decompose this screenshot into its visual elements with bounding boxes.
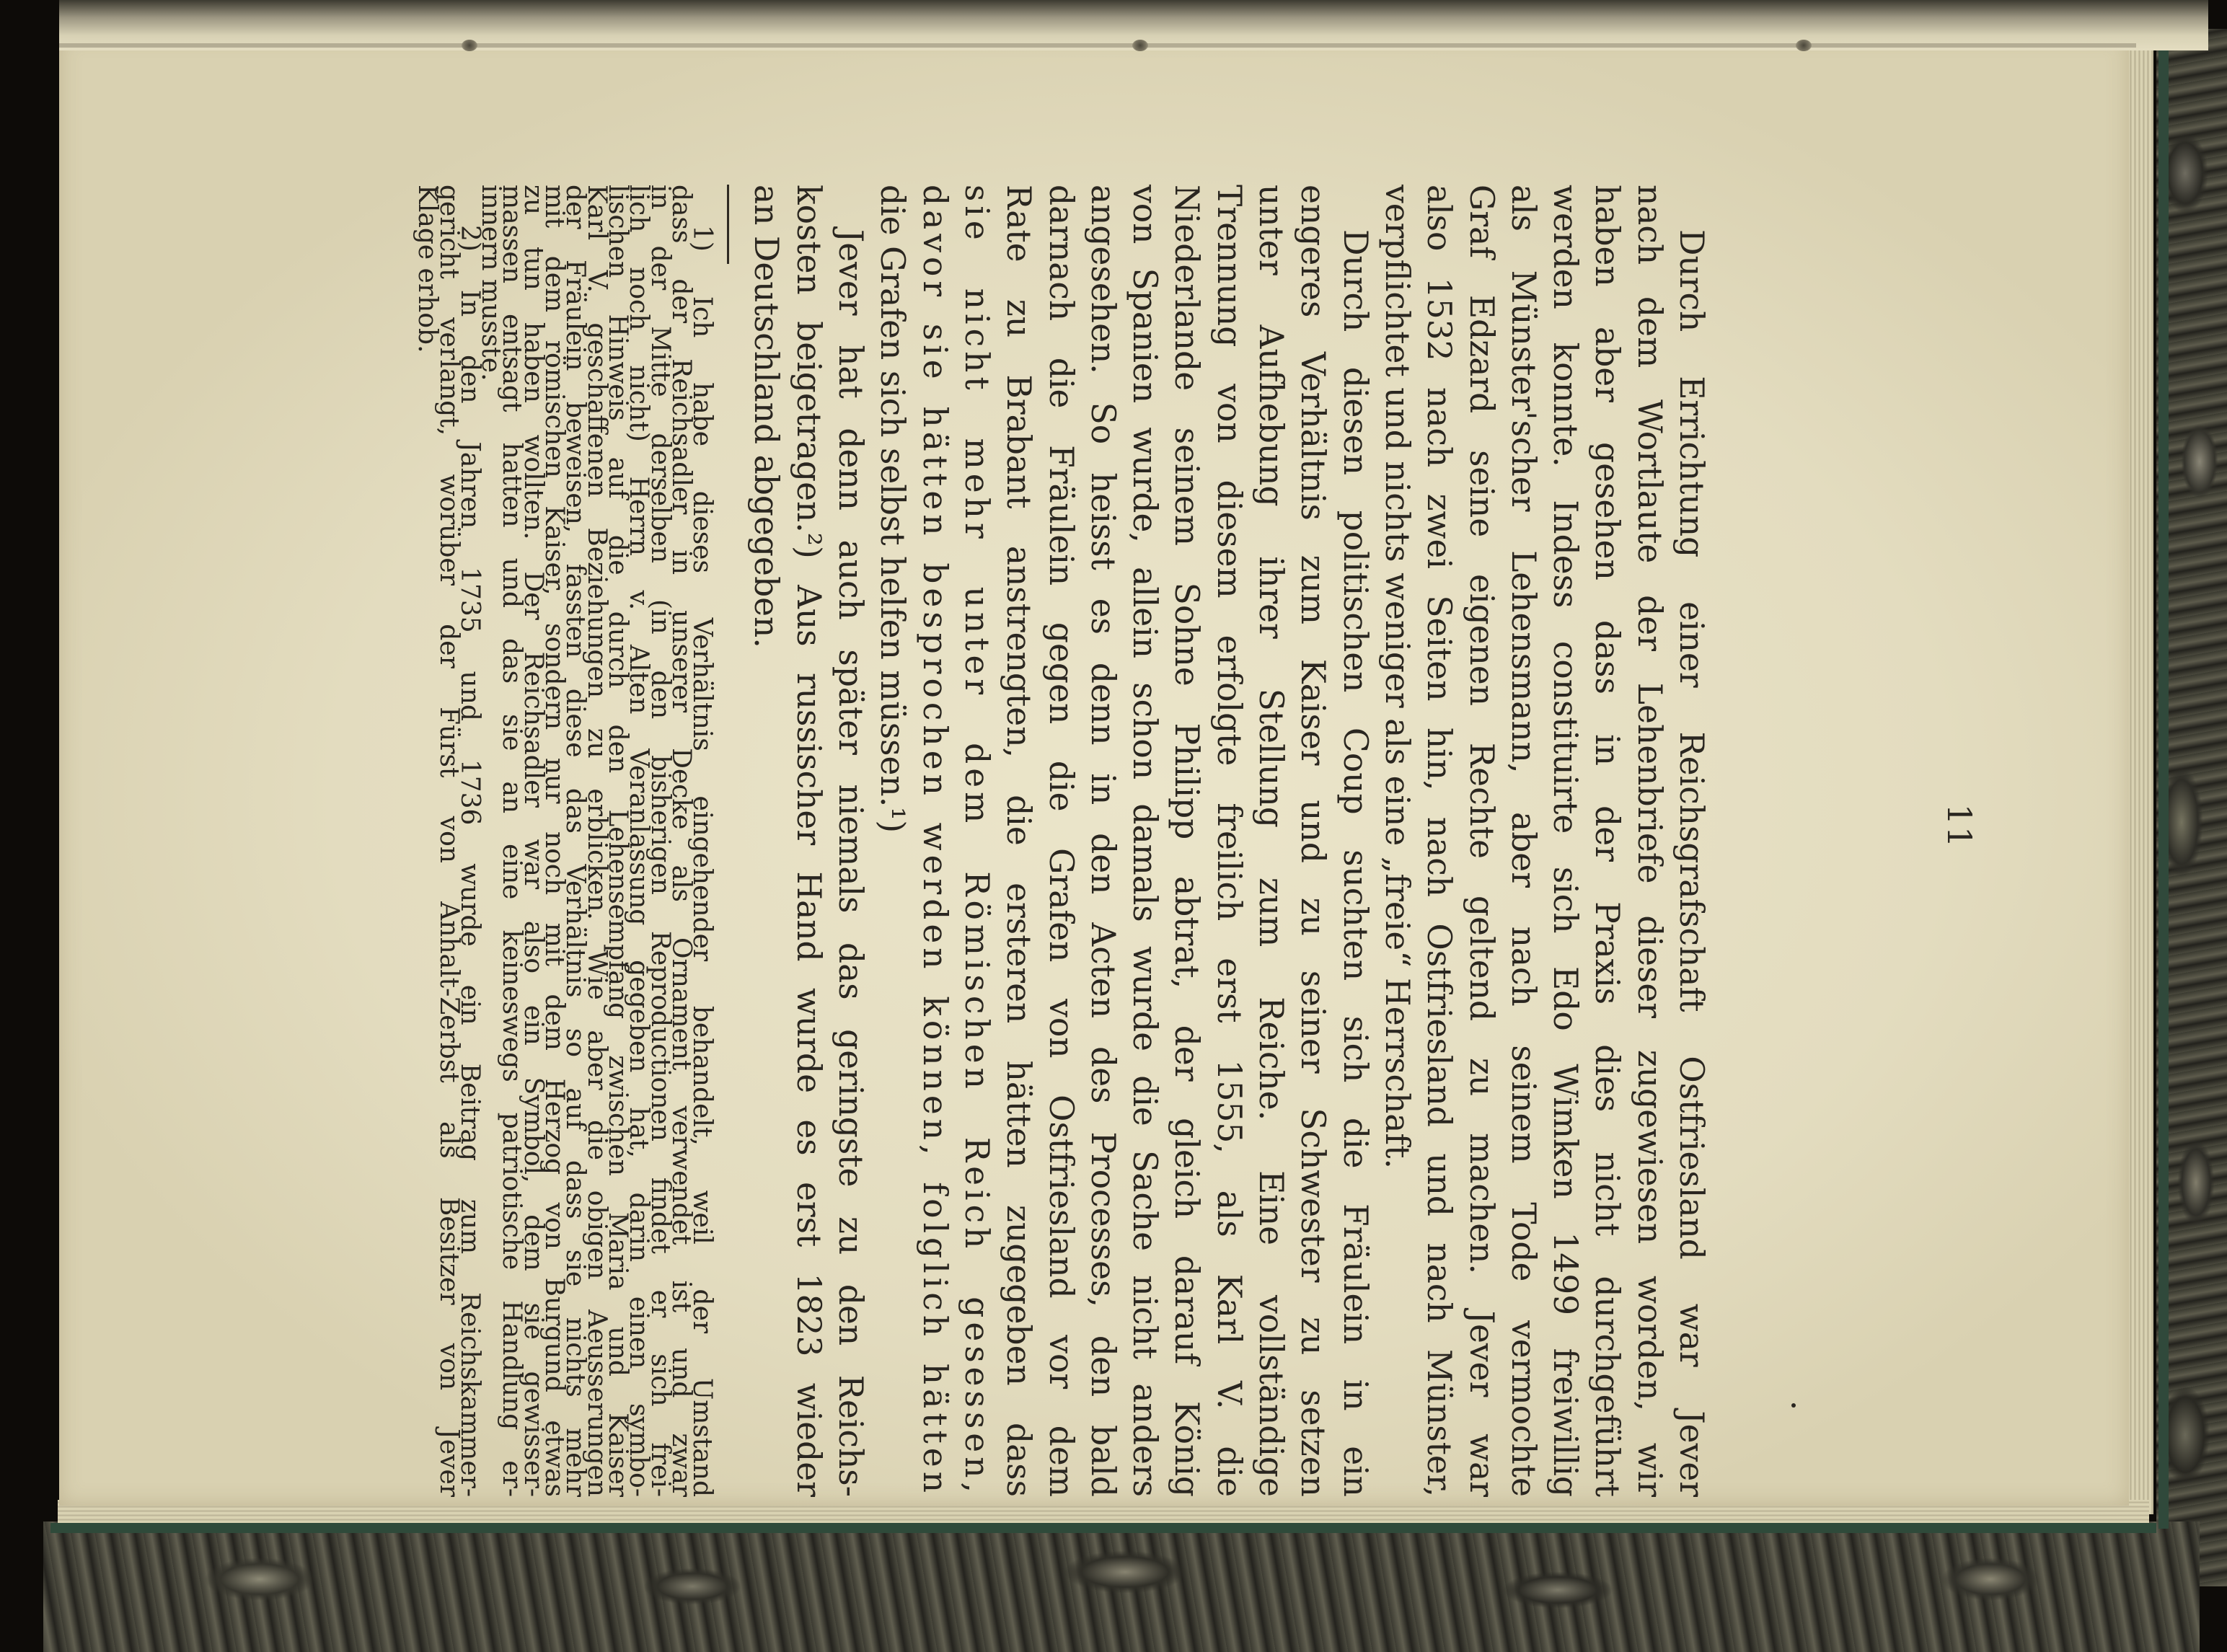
text-line: nach dem Wortlaute der Lehenbriefe dieser zugewiesen worden, wir	[1630, 185, 1669, 1497]
text-line: Niederlande seinem Sohne Philipp abtrat, der gleich darauf König	[1168, 185, 1207, 1497]
gutter-crease	[59, 43, 2136, 48]
marbled-cover-bottom	[43, 1521, 2200, 1652]
footnote-line: zu tun haben wollten. Der Reichsadler war also ein Symbol, dem sie gewisser-	[518, 185, 548, 1497]
footnote-line: gericht verlangt, worüber der Fürst von Anhalt-Zerbst als Besitzer von Jever	[433, 185, 464, 1497]
footnote-line: der Fräulein beweisen, fassten diese das Verhältnis so auf dass sie nichts mehr	[560, 185, 591, 1497]
text-line: engeres Verhältnis zum Kaiser und zu seiner Schwester zu setzen	[1294, 185, 1333, 1497]
binding-thread-icon	[1796, 40, 1812, 51]
footnote-line: 1) Ich habe dieses Verhältnis eingehender behandelt, weil der Umstand	[687, 225, 718, 1497]
text-line: von Spanien wurde, allein schon damals wurde die Sache nicht anders	[1126, 185, 1165, 1497]
footnote-line: innern musste.	[476, 185, 506, 381]
text-line: haben aber gesehen dass in der Praxis dies nicht durchgeführt	[1588, 185, 1627, 1497]
text-line: als Münster'scher Lehensmann, aber nach seinem Tode vermochte	[1504, 185, 1543, 1497]
footnote-line: dass der Reichsadler in unserer Decke als Ornament verwendet ist und zwar	[666, 185, 696, 1497]
footnote-line: lischen Hinweis auf die durch den Lehensempfang zwischen Maria und Kaiser	[602, 185, 632, 1497]
footnote-2	[413, 185, 485, 1497]
text-line: davor sie hätten besprochen werden können, folglich hätten	[915, 185, 954, 1497]
footnote-1	[476, 185, 718, 1497]
cover-edge-right	[2158, 43, 2169, 1529]
ink-dot	[1791, 1403, 1796, 1408]
text-line: Jever hat denn auch später niemals das geringste zu den Reichs-	[832, 229, 870, 1497]
text-line: unter Aufhebung ihrer Stellung zum Reiche. Eine vollständige	[1252, 185, 1291, 1497]
text-line: verpflichtet und nichts weniger als eine „freie“ Herrschaft.	[1377, 185, 1416, 1169]
footnote-line: in der Mitte derselben (in den bisherigen Reproductionen findet er sich frei-	[645, 185, 675, 1497]
text-line: Trennung von diesem erfolgte freilich erst 1555, als Karl V. die	[1209, 185, 1248, 1497]
footnote-line: Klage erhob.	[413, 185, 443, 353]
footnote-line: massen entsagt hatten und das sie an eine keineswegs patriotische Handlung er-	[497, 185, 527, 1497]
text-line: kosten beigetragen.²) Aus russischer Hand wurde es erst 1823 wieder	[789, 185, 828, 1497]
binding-thread-icon	[1132, 40, 1148, 51]
paragraph-2	[871, 185, 1376, 1497]
text-line: an Deutschland abgegeben.	[747, 185, 786, 648]
main-text	[413, 185, 1712, 1497]
footnote-line: 2) In den Jahren 1735 und 1736 wurde ein Beitrag zum Reichskammer-	[454, 225, 485, 1497]
footnote-line: lich noch nicht) Herrn v. Alten Veranlassung gegeben hat, darin einen symbo-	[624, 185, 654, 1497]
text-line: angesehen. So heisst es denn in den Acten des Processes, den bald	[1083, 185, 1122, 1497]
binding-thread-icon	[462, 40, 477, 51]
text-line: Durch diesen politischen Coup suchten sich die Fräulein in ein	[1336, 229, 1375, 1497]
text-line: Durch Errichtung einer Reichsgrafschaft Ostfriesland war Jever	[1672, 229, 1711, 1497]
footnote-line: mit dem römischen Kaiser, sondern nur noch mit dem Herzog von Burgund etwas	[539, 185, 570, 1497]
paragraph-1	[1376, 185, 1712, 1497]
text-line: werden konnte. Indess constituirte sich Edo Wimken 1499 freiwillig	[1546, 185, 1585, 1497]
text-line: sie nicht mehr unter dem Römischen Reich gesessen,	[957, 185, 996, 1497]
footnote-line: Karl V. geschaffenen Beziehungen zu erblicken. Wie aber die obigen Aeusserungen	[581, 185, 612, 1497]
paragraph-3	[745, 185, 871, 1497]
footnote-divider	[727, 185, 729, 264]
page-stack-right	[2127, 43, 2153, 1514]
text-line: Rate zu Brabant anstrengten, die ersteren hätten zugegeben dass	[1000, 185, 1038, 1497]
rotated-page-content	[176, 120, 2051, 1533]
page-number: 11	[1940, 803, 1979, 849]
text-line: Graf Edzard seine eigenen Rechte geltend zu machen. Jever war	[1462, 185, 1501, 1497]
text-line: darnach die Fräulein gegen die Grafen von Ostfriesland vor dem	[1041, 185, 1080, 1497]
text-line: also 1532 nach zwei Seiten hin, nach Ostfriesland und nach Münster,	[1420, 185, 1459, 1497]
text-line: die Grafen sich selbst helfen müssen.¹)	[873, 185, 912, 834]
